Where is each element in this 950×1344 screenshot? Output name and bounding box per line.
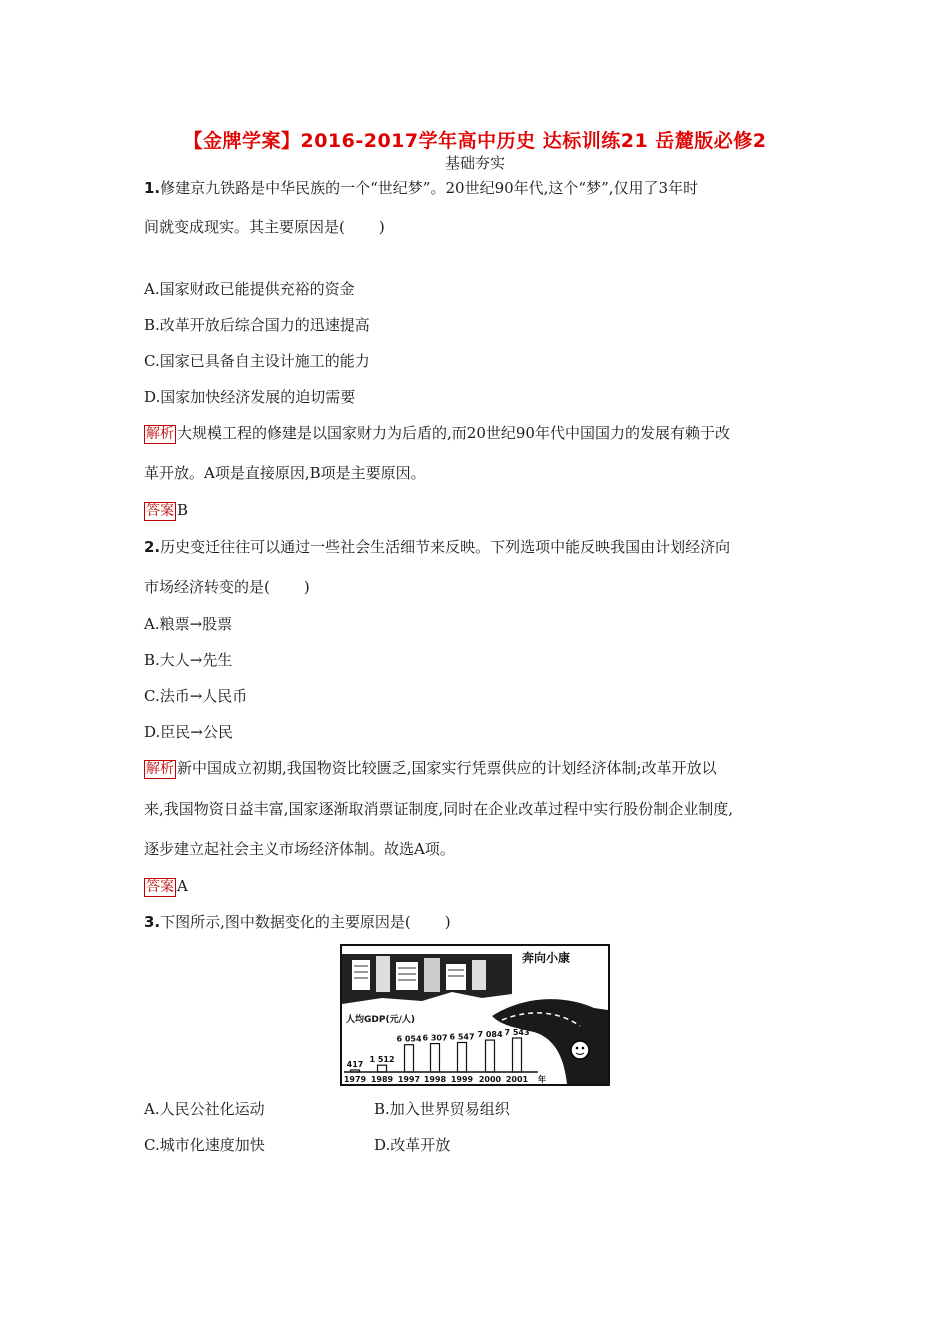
bar-1998: [431, 1044, 440, 1072]
q2-number: 2.: [144, 538, 161, 556]
bar-1999: [458, 1042, 467, 1072]
q1-answer: [144, 500, 188, 521]
q2-analysis-text1: 新中国成立初期,我国物资比较匮乏,国家实行凭票供应的计划经济体制;改革开放以: [177, 759, 717, 777]
value-label-1997: 6 054: [396, 1034, 422, 1044]
tick-label-1997: 1997: [397, 1075, 421, 1084]
q1-analysis-tag: 解析: [146, 426, 174, 442]
gdp-figure: [340, 944, 610, 1086]
q2-answer: [144, 876, 188, 897]
bar-1997: [405, 1045, 414, 1072]
q2-answer-value: A: [177, 877, 188, 895]
q1-analysis-line2: 革开放。A项是直接原因,B项是主要原因。: [144, 464, 426, 482]
q1-option-a: A.国家财政已能提供充裕的资金: [144, 280, 355, 298]
q2-option-c: C.法币→人民币: [144, 687, 248, 705]
tick-label-1999: 1999: [450, 1075, 474, 1084]
q3-number: 3.: [144, 913, 161, 931]
q1-answer-tag: 答案: [146, 503, 174, 519]
x-unit-label: 年: [538, 1075, 546, 1084]
bar-2000: [486, 1040, 495, 1072]
q1-stem-line1: [144, 178, 698, 198]
q2-stem-text2: 市场经济转变的是(: [144, 578, 270, 596]
q2-stem-close: ): [303, 578, 310, 596]
q2-option-d: D.臣民→公民: [144, 723, 233, 741]
q2-analysis-line3: 逐步建立起社会主义市场经济体制。故选A项。: [144, 840, 455, 858]
q1-answer-value: B: [177, 501, 189, 519]
value-label-1999: 6 547: [449, 1032, 475, 1042]
bar-2001: [513, 1038, 522, 1072]
bar-1989: [378, 1065, 387, 1072]
q3-option-c: C.城市化速度加快: [144, 1136, 265, 1154]
value-label-1979: 417: [346, 1060, 364, 1069]
q1-option-c: C.国家已具备自主设计施工的能力: [144, 352, 370, 370]
q1-number: 1.: [144, 179, 161, 197]
tick-label-2001: 2001: [505, 1075, 529, 1084]
q2-stem-text1: 历史变迁往往可以通过一些社会生活细节来反映。下列选项中能反映我国由计划经济向: [160, 538, 731, 556]
tick-label-2000: 2000: [478, 1075, 502, 1084]
document-title: 【金牌学案】2016-2017学年高中历史 达标训练21 岳麓版必修2: [183, 130, 767, 152]
bars-group: [344, 1028, 546, 1084]
tick-label-1979: 1979: [343, 1075, 367, 1084]
q3-stem: [144, 912, 451, 932]
chart-title: 奔向小康: [522, 951, 571, 965]
q2-answer-tag: 答案: [146, 879, 174, 895]
q3-option-a: A.人民公社化运动: [144, 1100, 265, 1118]
q1-stem-line2: [144, 217, 385, 237]
q2-option-b: B.大人→先生: [144, 651, 233, 669]
q2-option-a: A.粮票→股票: [144, 615, 233, 633]
q1-analysis-line1: [144, 423, 730, 444]
q1-option-b: B.改革开放后综合国力的迅速提高: [144, 316, 370, 334]
q1-stem-close: ): [378, 218, 385, 236]
q1-option-d: D.国家加快经济发展的迫切需要: [144, 388, 356, 406]
value-label-1989: 1 512: [369, 1055, 395, 1065]
q3-option-d: D.改革开放: [374, 1136, 451, 1154]
city-skyline-illustration: [342, 954, 512, 1004]
q1-analysis-text1: 大规模工程的修建是以国家财力为后盾的,而20世纪90年代中国国力的发展有赖于改: [177, 424, 730, 442]
tick-label-1998: 1998: [423, 1075, 447, 1084]
q3-stem-text: 下图所示,图中数据变化的主要原因是(: [160, 913, 411, 931]
q3-stem-close: ): [444, 913, 451, 931]
value-label-2000: 7 084: [477, 1030, 503, 1040]
section-heading: 基础夯实: [444, 154, 505, 172]
q2-stem-line1: [144, 537, 730, 557]
q1-stem-text1: 修建京九铁路是中华民族的一个“世纪梦”。20世纪90年代,这个“梦”,仅用了3年时: [160, 179, 699, 197]
q3-option-b: B.加入世界贸易组织: [374, 1100, 510, 1118]
value-label-2001: 7 543: [504, 1028, 530, 1037]
q1-stem-text2: 间就变成现实。其主要原因是(: [144, 218, 345, 236]
value-label-1998: 6 307: [422, 1033, 448, 1043]
q2-analysis-line2: 来,我国物资日益丰富,国家逐渐取消票证制度,同时在企业改革过程中实行股份制企业制度,: [144, 800, 734, 818]
tick-label-1989: 1989: [370, 1075, 394, 1084]
chart-ylabel: 人均GDP(元/人): [346, 1015, 415, 1025]
q2-analysis-line1: [144, 758, 717, 779]
q2-analysis-tag: 解析: [146, 761, 174, 777]
q2-stem-line2: [144, 577, 310, 597]
